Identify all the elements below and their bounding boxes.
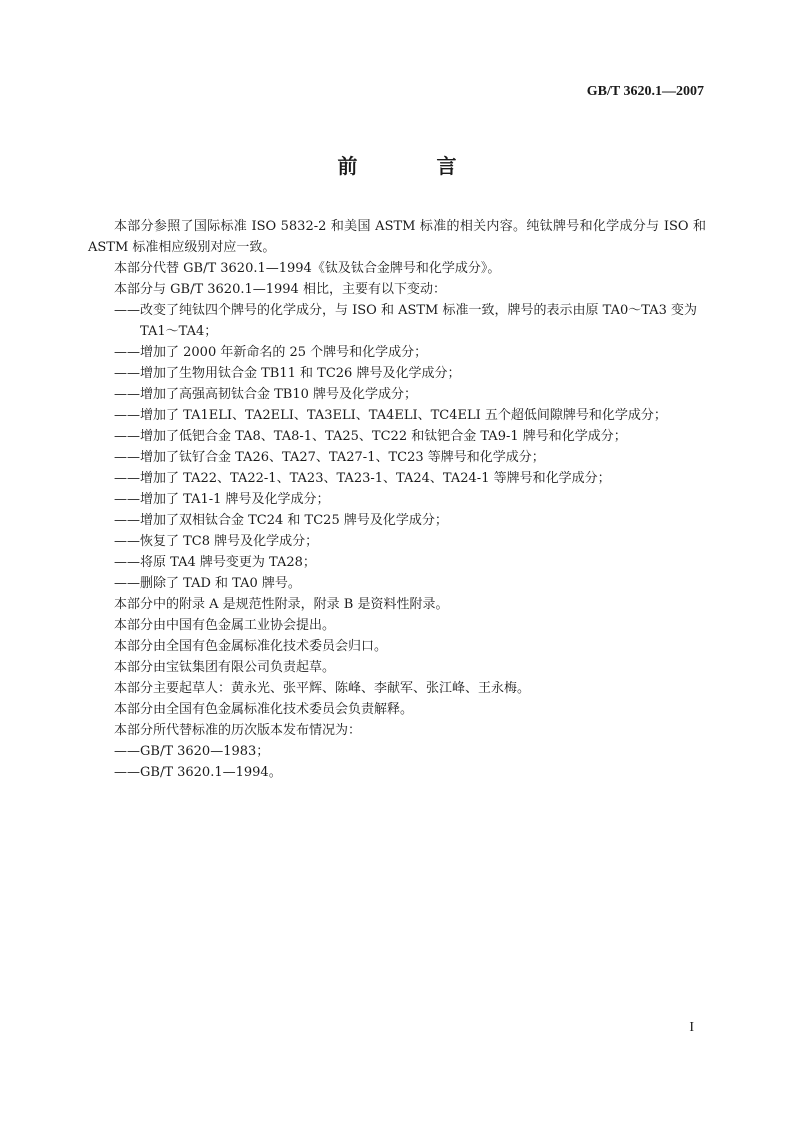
change-item: ——改变了纯钛四个牌号的化学成分，与 ISO 和 ASTM 标准一致，牌号的表示由原 TA0～TA3 变为 TA1～TA4； <box>114 303 698 339</box>
change-item: ——删除了 TAD 和 TA0 牌号。 <box>114 576 301 591</box>
proposer-paragraph: 本部分由中国有色金属工业协会提出。 <box>114 618 336 633</box>
change-item: ——增加了 TA22、TA22-1、TA23、TA23-1、TA24、TA24-1 等牌号和化学成分； <box>114 471 611 486</box>
change-item: ——增加了钛钌合金 TA26、TA27、TA27-1、TC23 等牌号和化学成分； <box>114 450 545 465</box>
history-item: ——GB/T 3620—1983； <box>114 744 270 759</box>
interpretation-paragraph: 本部分由全国有色金属标准化技术委员会负责解释。 <box>114 702 414 717</box>
annex-paragraph: 本部分中的附录 A 是规范性附录，附录 B 是资料性附录。 <box>114 597 449 612</box>
change-item: ——增加了高强高韧钛合金 TB10 牌号及化学成分； <box>114 387 418 402</box>
document-body <box>88 216 706 783</box>
change-item: ——增加了 2000 年新命名的 25 个牌号和化学成分； <box>114 345 428 360</box>
standard-code: GB/T 3620.1—2007 <box>586 84 704 99</box>
intro-paragraph: 本部分参照了国际标准 ISO 5832-2 和美国 ASTM 标准的相关内容。纯钛牌号和化学成分与 ISO 和 ASTM 标准相应级别对应一致。 <box>88 219 706 255</box>
change-item: ——增加了生物用钛合金 TB11 和 TC26 牌号及化学成分； <box>114 366 461 381</box>
page-title: 前 言 <box>337 154 493 178</box>
change-item: ——增加了低钯合金 TA8、TA8-1、TA25、TC22 和钛钯合金 TA9-1 牌号和化学成分； <box>114 429 627 444</box>
changes-intro-paragraph: 本部分与 GB/T 3620.1—1994 相比，主要有以下变动： <box>114 282 446 297</box>
change-item: ——恢复了 TC8 牌号及化学成分； <box>114 534 319 549</box>
drafters-paragraph: 本部分主要起草人：黄永光、张平辉、陈峰、李献军、张江峰、王永梅。 <box>114 681 531 696</box>
change-item: ——增加了 TA1-1 牌号及化学成分； <box>114 492 330 507</box>
history-intro-paragraph: 本部分所代替标准的历次版本发布情况为： <box>114 723 362 738</box>
page-number: I <box>689 1020 694 1035</box>
committee-paragraph: 本部分由全国有色金属标准化技术委员会归口。 <box>114 639 388 654</box>
replaces-paragraph: 本部分代替 GB/T 3620.1—1994《钛及钛合金牌号和化学成分》。 <box>114 261 501 276</box>
change-item: ——增加了 TA1ELI、TA2ELI、TA3ELI、TA4ELI、TC4ELI 五个超低间隙牌号和化学成分； <box>114 408 667 423</box>
change-item: ——将原 TA4 牌号变更为 TA28； <box>114 555 316 570</box>
history-item: ——GB/T 3620.1—1994。 <box>114 765 282 780</box>
change-item: ——增加了双相钛合金 TC24 和 TC25 牌号及化学成分； <box>114 513 448 528</box>
drafter-org-paragraph: 本部分由宝钛集团有限公司负责起草。 <box>114 660 336 675</box>
